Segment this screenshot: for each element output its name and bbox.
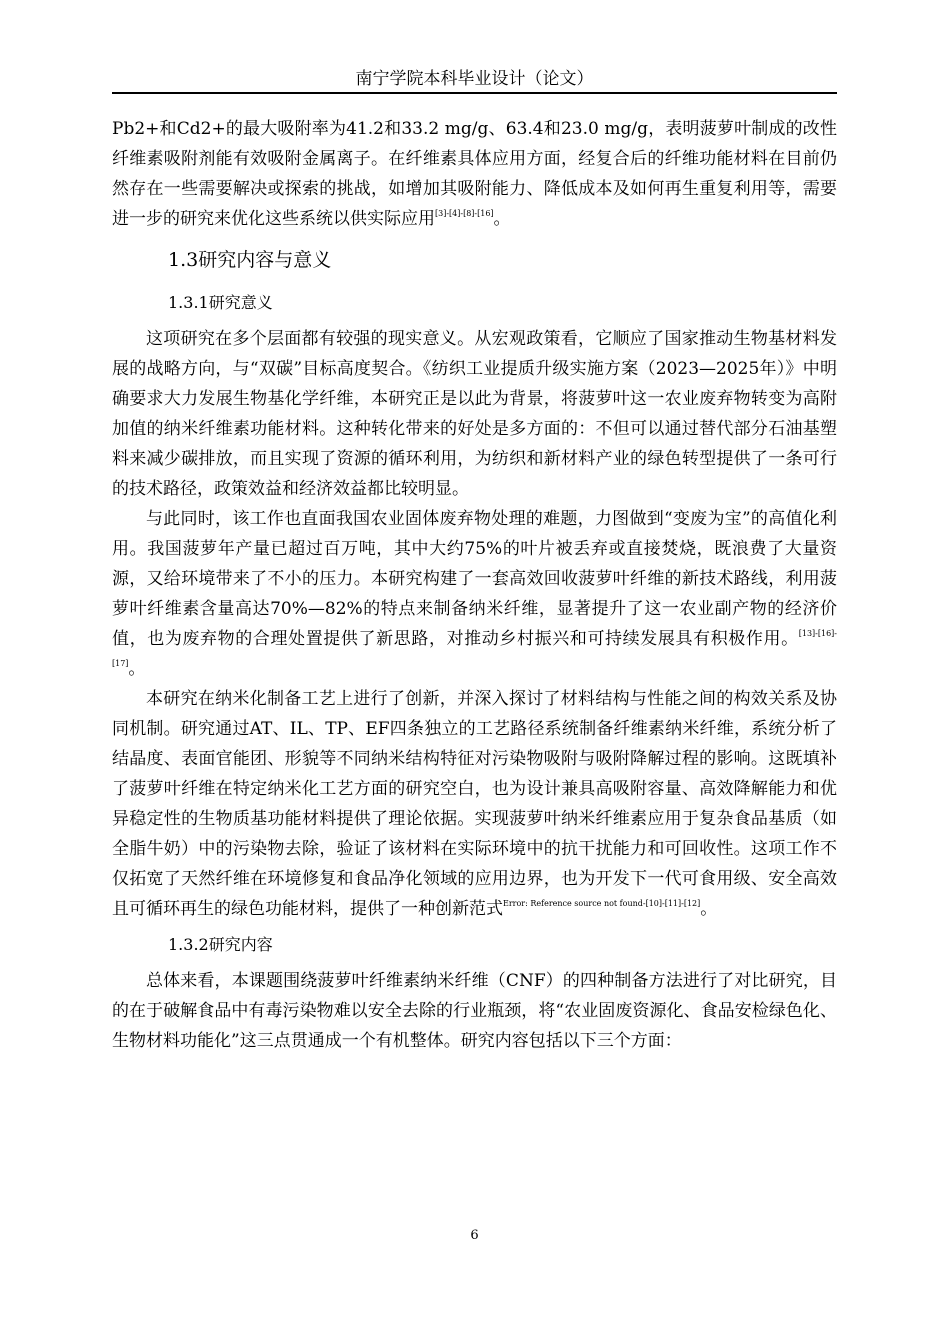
document-body — [112, 114, 837, 1056]
paragraph-significance-innovation — [112, 684, 837, 924]
paragraph-adsorption-results — [112, 114, 837, 234]
citation: Error: Reference source not found-[10]-[11]-[12] — [503, 899, 701, 908]
citation: [13]-[16]-[17] — [112, 629, 837, 668]
paragraph-text: 总体来看，本课题围绕菠萝叶纤维素纳米纤维（CNF）的四种制备方法进行了对比研究，目的在于破解食品中有毒污染物难以安全去除的行业瓶颈，将“农业固废资源化、食品安检绿色化、生物材料功能化”这三点贯通成一个有机整体。研究内容包括以下三个方面： — [112, 971, 837, 1051]
page-header — [112, 66, 837, 94]
paragraph-significance-waste — [112, 504, 837, 684]
paragraph-text: Pb2+和Cd2+的最大吸附率为41.2和33.2 mg/g、63.4和23.0 mg/g，表明菠萝叶制成的改性纤维素吸附剂能有效吸附金属离子。在纤维素具体应用方面，经复合后的纤维功能材料在目前仍然存在一些需要解决或探索的挑战，如增加其吸附能力、降低成本及如何再生重复利用等，需要进一步的研究来优化这些系统以供实际应用 — [112, 119, 837, 229]
subsection-heading-1-3-1: 1.3.1研究意义 — [168, 293, 273, 312]
paragraph-text: 与此同时，该工作也直面我国农业固体废弃物处理的难题，力图做到“变废为宝”的高值化利用。我国菠萝年产量已超过百万吨，其中大约75%的叶片被丢弃或直接焚烧，既浪费了大量资源，又给环境带来了不小的压力。本研究构建了一套高效回收菠萝叶纤维的新技术路线，利用菠萝叶纤维素含量高达70%—82%的特点来制备纳米纤维，显著提升了这一农业副产物的经济价值，也为废弃物的合理处置提供了新思路，对推动乡村振兴和可持续发展具有积极作用。 — [112, 509, 837, 649]
paragraph-text: 这项研究在多个层面都有较强的现实意义。从宏观政策看，它顺应了国家推动生物基材料发展的战略方向，与“双碳”目标高度契合。《纺织工业提质升级实施方案（2023—2025年）》中明确要求大力发展生物基化学纤维，本研究正是以此为背景，将菠萝叶这一农业废弃物转变为高附加值的纳米纤维素功能材料。这种转化带来的好处是多方面的：不但可以通过替代部分石油基塑料来减少碳排放，而且实现了资源的循环利用，为纺织和新材料产业的绿色转型提供了一条可行的技术路径，政策效益和经济效益都比较明显。 — [112, 329, 837, 499]
header-title: 南宁学院本科毕业设计（论文） — [355, 69, 594, 89]
paragraph-text: 本研究在纳米化制备工艺上进行了创新，并深入探讨了材料结构与性能之间的构效关系及协同机制。研究通过AT、IL、TP、EF四条独立的工艺路径系统制备纤维素纳米纤维，系统分析了结晶度、表面官能团、形貌等不同纳米结构特征对污染物吸附与吸附降解过程的影响。这既填补了菠萝叶纤维在特定纳米化工艺方面的研究空白，也为设计兼具高吸附容量、高效降解能力和优异稳定性的生物质基功能材料提供了理论依据。实现菠萝叶纳米纤维素应用于复杂食品基质（如全脂牛奶）中的污染物去除，验证了该材料在实际环境中的抗干扰能力和可回收性。这项工作不仅拓宽了天然纤维在环境修复和食品净化领域的应用边界，也为开发下一代可食用级、安全高效且可循环再生的绿色功能材料，提供了一种创新范式 — [112, 689, 837, 919]
paragraph-end: 。 — [128, 659, 146, 679]
citation: [3]-[4]-[8]-[16] — [435, 209, 494, 218]
paragraph-end: 。 — [700, 899, 718, 919]
paragraph-research-content — [112, 966, 837, 1056]
page-number: 6 — [470, 1228, 479, 1243]
subsection-heading-1-3-2: 1.3.2研究内容 — [168, 935, 273, 954]
paragraph-significance-policy — [112, 324, 837, 504]
paragraph-end: 。 — [493, 209, 511, 229]
section-heading-1-3: 1.3研究内容与意义 — [168, 249, 332, 271]
